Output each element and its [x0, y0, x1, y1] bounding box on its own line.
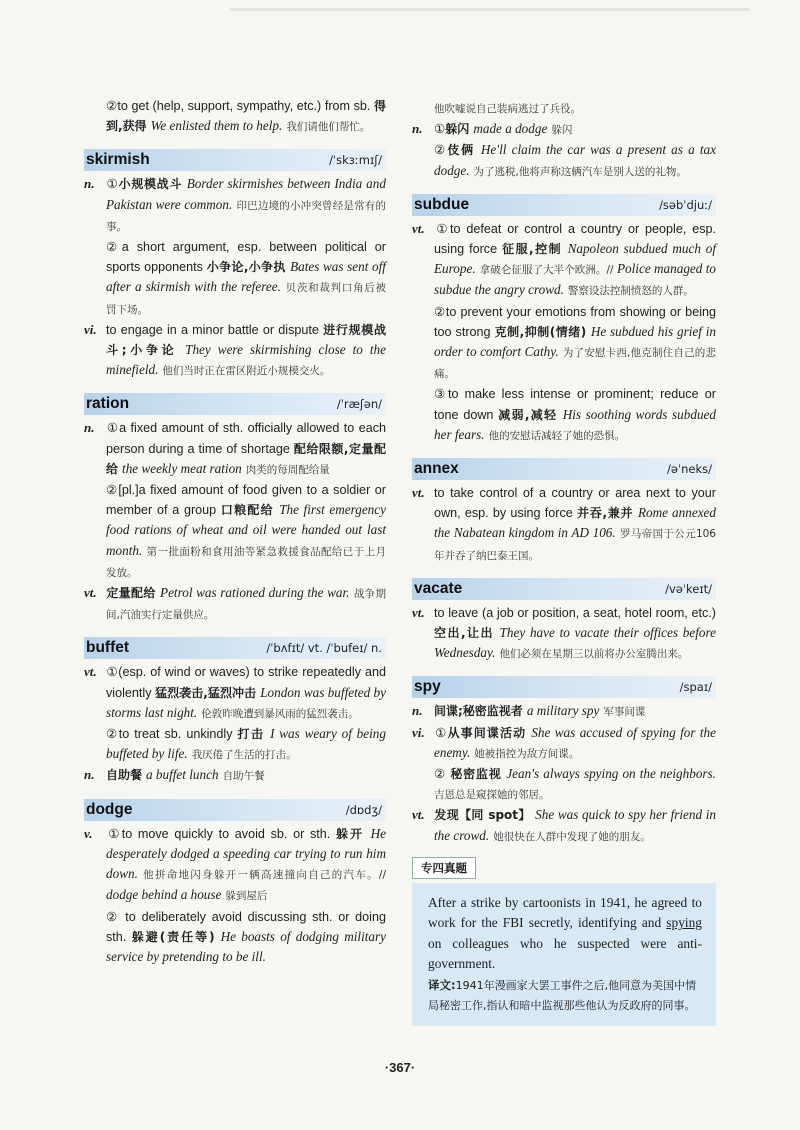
sense: [412, 219, 716, 302]
entry-head-dodge: [84, 799, 386, 821]
translation: 我厌倦了生活的打击。: [191, 749, 297, 762]
translation: 躲到屋后: [225, 890, 268, 903]
example: She was accused of spying for the enemy.: [434, 724, 716, 760]
entry-head-ration: [84, 393, 386, 415]
translation: 印巴边境的小冲突曾经是常有的事。: [106, 199, 386, 233]
sense-cn: 秘密监视: [450, 767, 502, 782]
example: He boasts of dodging military service by pretending to be ill.: [106, 928, 386, 964]
sense-cn: 得到,获得: [106, 99, 386, 134]
sense-cn: 间谍;秘密监视者: [434, 704, 523, 719]
sense: [84, 583, 386, 625]
sense: [412, 723, 716, 764]
entry-head-subdue: [412, 194, 716, 216]
sense-text: to engage in a minor battle or dispute: [106, 322, 324, 337]
sense-text: to leave (a job or position, a seat, hotel room, etc.): [434, 605, 716, 620]
pos-label: vt.: [84, 585, 97, 601]
phonetic: /vəˈkeɪt/: [665, 581, 712, 596]
translation: 自助午餐: [222, 770, 265, 783]
sense: [84, 724, 386, 765]
example: Bates was sent off after a skirmish with the referee.: [106, 259, 386, 295]
example: We enlisted them to help.: [150, 118, 283, 134]
example: a military spy: [526, 703, 600, 719]
translation: 她很快在人群中发现了她的朋友。: [493, 830, 651, 843]
exam-translation-text: 1941年漫画家大罢工事件之后,他同意为美国中情局秘密工作,指认和暗中监视那些他认为反政府的同事。: [428, 978, 697, 1012]
sense: [412, 603, 716, 665]
sense-text: ②to treat sb. unkindly: [106, 727, 238, 742]
example: London was buffeted by storms last night.: [106, 684, 386, 720]
sense-cn: 发现【同 spot】: [434, 808, 531, 823]
translation: 警察设法控制愤怒的人群。: [567, 285, 694, 298]
example: made a dodge: [473, 121, 548, 137]
sense-number: ①: [106, 177, 119, 192]
pos-label: vt.: [412, 807, 425, 823]
example: Napoleon subdued much of Europe.: [434, 241, 716, 277]
sense-number: ①: [434, 725, 448, 740]
sense-cn: 减弱,减轻: [498, 407, 558, 422]
exam-keyword: spying: [666, 915, 702, 931]
sense-text: ② to deliberately avoid discussing sth. or doing sth.: [106, 909, 386, 944]
right-column: [412, 98, 716, 1026]
sense: [84, 237, 386, 320]
headword: annex: [414, 460, 459, 478]
sense: [84, 824, 386, 907]
translation: 第一批面粉和食用油等紧急救援食品配给已于上月发放。: [106, 545, 386, 579]
pos-label: n.: [412, 121, 423, 137]
exam-translation: [428, 975, 702, 1016]
translation: 贝茨和裁判口角后被罚下场。: [106, 282, 387, 316]
translation: 他们当时正在雷区附近小规模交火。: [162, 365, 331, 378]
continuation-sense: [84, 96, 386, 137]
pos-label: n.: [84, 420, 95, 436]
sense: [84, 418, 386, 480]
translation: 他的安慰话减轻了她的恐惧。: [488, 429, 626, 442]
example: They have to vacate their offices before Wednesday.: [434, 625, 716, 661]
headword: dodge: [86, 800, 133, 818]
sense-text: ③to make less intense or prominent; reduce or tone down: [434, 387, 716, 422]
example: Police managed to subdue the angry crowd.: [434, 261, 716, 298]
sense-cn: 口粮配给: [220, 503, 274, 518]
sense-cn: 克制,抑制(情绪): [494, 324, 587, 339]
translation: 躲闪: [551, 124, 573, 137]
sense: [412, 302, 716, 385]
translation: 他吹嘘说自己装病逃过了兵役。: [434, 103, 581, 115]
sense-text: ①(esp. of wind or waves) to strike repeatedly and violently: [106, 665, 386, 700]
sense: [84, 320, 386, 382]
page-number: ·367·: [384, 1060, 416, 1075]
exam-sentence: [428, 893, 702, 975]
exam-tag: 专四真题: [412, 857, 476, 879]
translation: 他们必须在星期三以前将办公室腾出来。: [499, 648, 689, 661]
translation: 伦敦昨晚遭到暴风雨的猛烈袭击。: [201, 707, 359, 720]
sense: [412, 805, 716, 846]
sense-cn: 躲开: [335, 826, 365, 841]
pos-label: vi.: [84, 321, 97, 337]
example: She was quick to spy her friend in the crowd.: [434, 807, 716, 843]
sense: [84, 480, 386, 583]
pos-label: n.: [84, 176, 95, 192]
sense: [84, 765, 386, 786]
pos-label: n.: [84, 767, 95, 783]
sense-text: ①to defeat or control a country or people, esp. using force: [434, 221, 716, 257]
sense-cn: 征服,控制: [502, 242, 563, 257]
sense-cn: 打击: [237, 727, 265, 742]
phonetic: /spaɪ/: [679, 680, 712, 695]
pos-label: vt.: [84, 664, 97, 680]
pos-label: vt.: [412, 604, 425, 620]
sense-cn: 定量配给: [106, 586, 156, 601]
example: The first emergency food rations of wheat and oil were handed out last month.: [106, 502, 386, 558]
headword: subdue: [414, 195, 470, 213]
sense-number: ②: [434, 767, 451, 782]
phonetic: /ˈræʃən/: [336, 397, 382, 412]
translation: 肉类的每周配给量: [245, 463, 330, 476]
example: They were skirmishing close to the minefield.: [106, 342, 386, 378]
headword: ration: [86, 395, 130, 413]
sense-cn: 猛烈袭击,猛烈冲击: [155, 685, 257, 700]
headword: spy: [414, 678, 441, 696]
entry-head-buffet: [84, 637, 386, 659]
entry-head-vacate: [412, 578, 716, 600]
exam-sentence-part: After a strike by cartoonists in 1941, he agreed to work for the FBI secretly, identifying and: [428, 894, 702, 931]
sense: [84, 174, 386, 237]
entry-head-annex: [412, 458, 716, 480]
example: dodge behind a house: [106, 887, 222, 903]
translation: 为了安慰卡西,他克制住自己的悲痛。: [434, 347, 716, 381]
translation: 他拼命地闪身躲开一辆高速撞向自己的汽车。//: [143, 869, 386, 882]
sense: [84, 907, 386, 968]
sense-text: to take control of a country or area next to your own, esp. by using force: [434, 486, 716, 521]
translation: 军事间谍: [603, 706, 646, 719]
phonetic: /dɒdʒ/: [345, 802, 382, 817]
sense-cn: 小规模战斗: [118, 177, 183, 192]
sense-cn: 躲避(责任等): [131, 929, 215, 944]
phonetic: /ˈbʌfɪt/ vt. /ˈbufeɪ/ n.: [266, 641, 382, 656]
example: the weekly meat ration: [122, 460, 242, 476]
example: a buffet lunch: [146, 767, 219, 783]
sense-text: ①a fixed amount of sth. officially allowed to each person during a time of shortage: [106, 421, 386, 456]
sense-cn: 配给限额,定量配给: [106, 441, 386, 476]
example: Jean's always spying on the neighbors.: [506, 766, 716, 782]
sense-text: ①to move quickly to avoid sb. or sth.: [106, 826, 336, 841]
sense-text: ②[pl.]a fixed amount of food given to a soldier or member of a group: [106, 483, 386, 518]
sense-cn: 小争论,小争执: [206, 260, 286, 275]
translation: 我们请他们帮忙。: [286, 121, 371, 134]
scan-artifact: [230, 4, 750, 16]
entry-head-spy: [412, 676, 716, 698]
example: He'll claim the car was a present as a tax dodge.: [434, 142, 716, 178]
headword: skirmish: [86, 151, 150, 169]
sense-text: ②a short argument, esp. between political or sports opponents: [106, 240, 386, 275]
sense-cn: 从事间谍活动: [447, 725, 527, 740]
sense: [412, 119, 716, 140]
translation: 战争期间,汽油实行定量供应。: [106, 588, 386, 622]
sense: [412, 140, 716, 181]
headword: buffet: [86, 639, 130, 657]
example: I was weary of being buffeted by life.: [106, 726, 386, 762]
pos-label: vi.: [412, 724, 425, 740]
headword: vacate: [414, 579, 463, 597]
example: His soothing words subdued her fears.: [434, 406, 716, 442]
exam-box: [412, 883, 716, 1026]
pos-label: vt.: [412, 220, 425, 236]
pos-label: n.: [412, 703, 423, 719]
pos-label: vt.: [412, 485, 425, 501]
phonetic: /əˈneks/: [666, 462, 712, 477]
continuation-translation: [412, 98, 716, 119]
translation: 为了逃税,他将声称这辆汽车是别人送的礼物。: [473, 165, 687, 178]
example: He subdued his grief in order to comfort Cathy.: [434, 323, 716, 360]
phonetic: /səbˈdjuː/: [659, 197, 712, 212]
translation: 吉恩总是窥探她的邻居。: [434, 789, 550, 802]
sense-cn: 并吞,兼并: [577, 506, 634, 521]
sense: [84, 662, 386, 724]
entry-head-skirmish: [84, 149, 386, 171]
sense-cn: 空出,让出: [434, 626, 495, 641]
sense-cn: 进行规模战斗;小争论: [106, 322, 386, 358]
left-column: [84, 96, 386, 967]
example: Rome annexed the Nabatean kingdom in AD 106.: [434, 505, 716, 541]
sense: [412, 483, 716, 566]
sense-cn: 伎俩: [447, 143, 475, 158]
sense-number: ①: [434, 122, 446, 137]
exam-translation-label: 译文:: [428, 977, 456, 992]
translation: 她被指控为敌方间谍。: [474, 747, 580, 760]
sense: [412, 701, 716, 722]
translation: 拿破仑征服了大半个欧洲。//: [479, 264, 617, 277]
translation: 罗马帝国于公元106年并吞了纳巴泰王国。: [434, 528, 716, 562]
sense-text: ②to get (help, support, sympathy, etc.) from sb.: [106, 99, 374, 113]
sense-text: ②to prevent your emotions from showing or being too strong: [434, 304, 716, 339]
example: Petrol was rationed during the war.: [160, 585, 350, 601]
sense-cn: 自助餐: [106, 768, 143, 783]
example: He desperately dodged a speeding car trying to run him down.: [106, 825, 386, 882]
sense: [412, 764, 716, 805]
sense-number: ②: [434, 143, 448, 158]
phonetic: /ˈskɜːmɪʃ/: [329, 153, 382, 168]
pos-label: v.: [84, 825, 93, 841]
sense: [412, 384, 716, 446]
sense-cn: 躲闪: [445, 122, 470, 137]
example: Border skirmishes between India and Pakistan were common.: [106, 176, 386, 212]
exam-sentence-part: on colleagues who he suspected were anti-government.: [428, 935, 702, 972]
